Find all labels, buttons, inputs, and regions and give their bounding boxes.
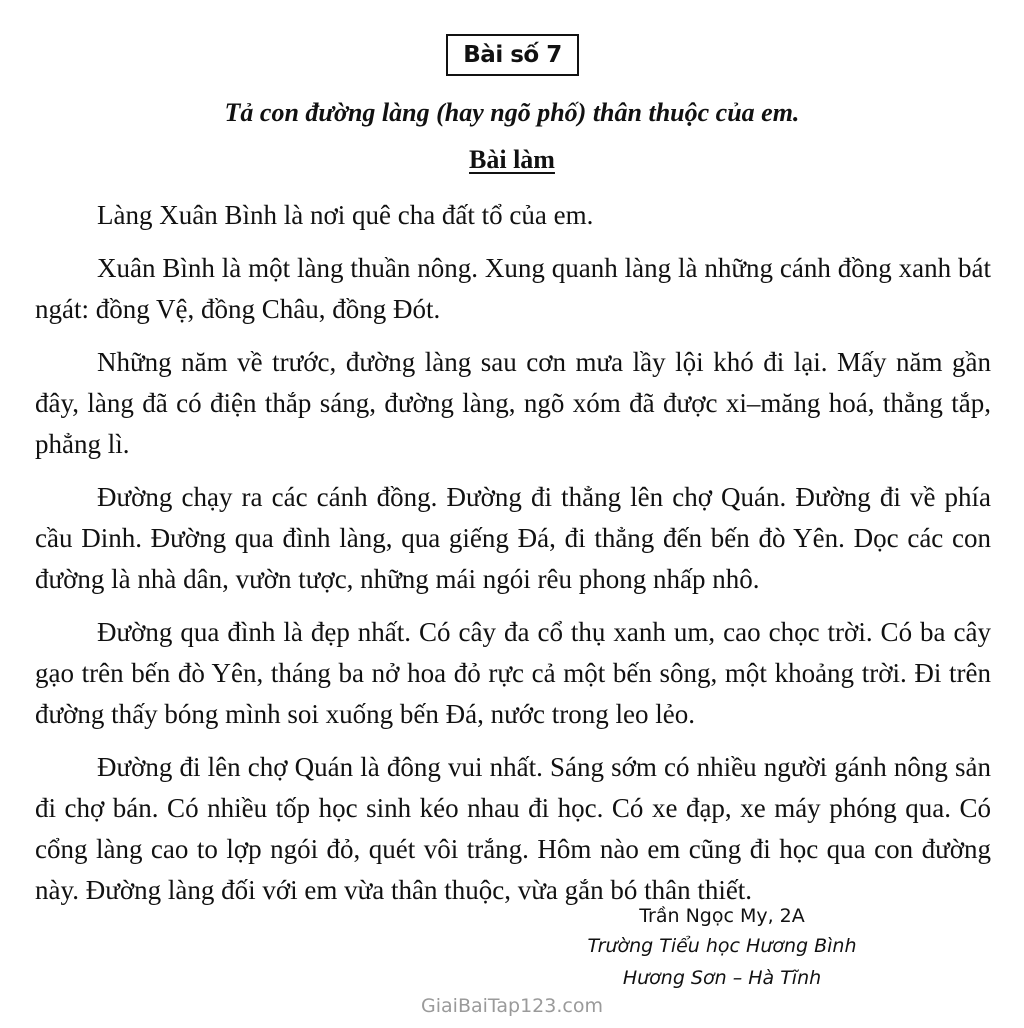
- paragraph-4: Đường chạy ra các cánh đồng. Đường đi thẳng lên chợ Quán. Đường đi về phía cầu Dinh. Đường qua đình làng, qua giếng Đá, đi thẳng đến bến đò Yên. Dọc các con đường là nhà dân, vườn tược, những mái ngói rêu phong nhấp nhô.: [35, 482, 991, 594]
- essay-body: [35, 195, 991, 923]
- essay-subheading: [0, 145, 1024, 175]
- paragraph-5: Đường qua đình là đẹp nhất. Có cây đa cổ thụ xanh um, cao chọc trời. Có ba cây gạo trên bến đò Yên, tháng ba nở hoa đỏ rực cả một bến sông, một khoảng trời. Đi trên đường thấy bóng mình soi xuống bến Đá, nước trong leo lẻo.: [35, 617, 991, 729]
- paragraph-1: Làng Xuân Bình là nơi quê cha đất tổ của em.: [97, 200, 594, 230]
- author-name: Trần Ngọc My, 2A: [639, 905, 805, 927]
- paragraph-6: Đường đi lên chợ Quán là đông vui nhất. Sáng sớm có nhiều người gánh nông sản đi chợ bán. Có nhiều tốp học sinh kéo nhau đi học. Có xe đạp, xe máy phóng qua. Có cổng làng cao to lợp ngói đỏ, quét vôi trắng. Hôm nào em cũng đi học qua con đường này. Đường làng đối với em vừa thân thuộc, vừa gắn bó thân thiết.: [35, 752, 991, 905]
- paragraph-2: Xuân Bình là một làng thuần nông. Xung quanh làng là những cánh đồng xanh bát ngát: đồng Vệ, đồng Châu, đồng Đót.: [35, 253, 991, 324]
- essay-subheading-text: Bài làm: [469, 145, 555, 174]
- paragraph-3: Những năm về trước, đường làng sau cơn mưa lầy lội khó đi lại. Mấy năm gần đây, làng đã có điện thắp sáng, đường làng, ngõ xóm đã được xi–măng hoá, thẳng tắp, phẳng lì.: [35, 347, 991, 459]
- exercise-heading: Bài số 7: [446, 34, 579, 76]
- author-place: Hương Sơn – Hà Tĩnh: [622, 967, 822, 989]
- essay-prompt: Tả con đường làng (hay ngõ phố) thân thuộc của em.: [224, 98, 800, 127]
- site-watermark: GiaiBaiTap123.com: [421, 995, 603, 1017]
- author-school: Trường Tiểu học Hương Bình: [587, 935, 857, 957]
